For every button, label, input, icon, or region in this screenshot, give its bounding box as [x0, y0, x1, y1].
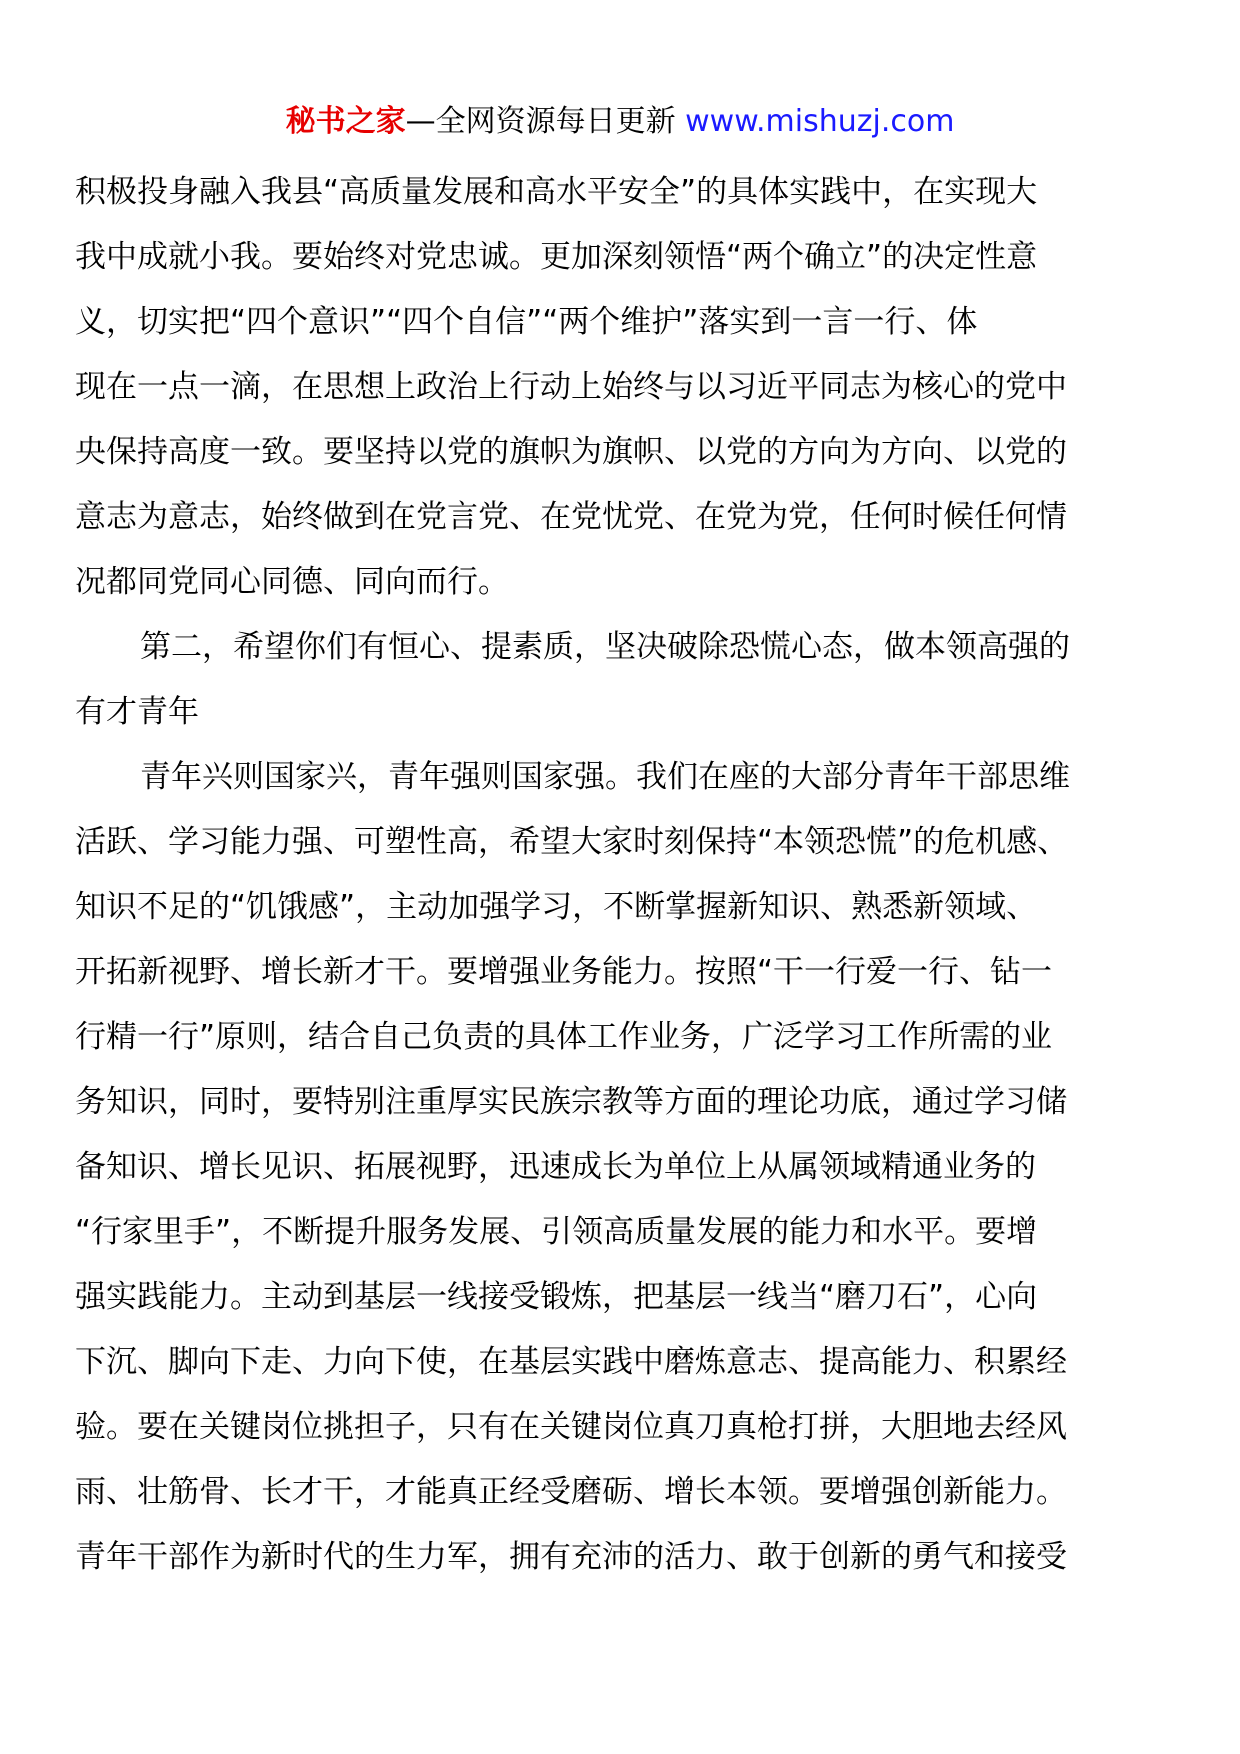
section-heading-line: 第二，希望你们有恒心、提素质，坚决破除恐慌心态，做本领高强的	[140, 629, 1070, 665]
brand-name: 秘书之家	[285, 104, 406, 139]
text-line: 行精一行”原则，结合自己负责的具体工作业务，广泛学习工作所需的业	[75, 1019, 1053, 1055]
text-line: 况都同党同心同德、同向而行。	[75, 564, 509, 600]
header-slogan: —全网资源每日更新	[405, 104, 676, 139]
document-body	[75, 160, 1170, 1590]
text-line: 央保持高度一致。要坚持以党的旗帜为旗帜、以党的方向为方向、以党的	[75, 434, 1067, 470]
text-line: 义，切实把“四个意识”“四个自信”“两个维护”落实到一言一行、体	[75, 304, 978, 340]
text-line: 下沉、脚向下走、力向下使，在基层实践中磨炼意志、提高能力、积累经	[75, 1344, 1067, 1380]
text-line: 备知识、增长见识、拓展视野，迅速成长为单位上从属领域精通业务的	[75, 1149, 1036, 1185]
website-link[interactable]: www.mishuzj.com	[685, 104, 955, 139]
text-line: 开拓新视野、增长新才干。要增强业务能力。按照“干一行爱一行、钻一	[75, 954, 1053, 990]
text-line: 青年兴则国家兴，青年强则国家强。我们在座的大部分青年干部思维	[140, 759, 1070, 795]
text-line: 青年干部作为新时代的生力军，拥有充沛的活力、敢于创新的勇气和接受	[75, 1539, 1067, 1575]
text-line: 知识不足的“饥饿感”，主动加强学习，不断掌握新知识、熟悉新领域、	[75, 889, 1038, 925]
text-line: 现在一点一滴，在思想上政治上行动上始终与以习近平同志为核心的党中	[75, 369, 1067, 405]
text-line: 强实践能力。主动到基层一线接受锻炼，把基层一线当“磨刀石”，心向	[75, 1279, 1038, 1315]
text-line: 验。要在关键岗位挑担子，只有在关键岗位真刀真枪打拼，大胆地去经风	[75, 1409, 1067, 1445]
text-line: 雨、壮筋骨、长才干，才能真正经受磨砺、增长本领。要增强创新能力。	[75, 1474, 1067, 1510]
text-line: 意志为意志，始终做到在党言党、在党忧党、在党为党，任何时候任何情	[75, 499, 1067, 535]
text-line: 积极投身融入我县“高质量发展和高水平安全”的具体实践中，在实现大	[75, 174, 1038, 210]
page-header	[0, 100, 1240, 144]
text-line: 活跃、学习能力强、可塑性高，希望大家时刻保持“本领恐慌”的危机感、	[75, 824, 1069, 860]
text-line: 务知识，同时，要特别注重厚实民族宗教等方面的理论功底，通过学习储	[75, 1084, 1067, 1120]
text-line: 我中成就小我。要始终对党忠诚。更加深刻领悟“两个确立”的决定性意	[75, 239, 1038, 275]
text-line: “行家里手”，不断提升服务发展、引领高质量发展的能力和水平。要增	[75, 1214, 1038, 1250]
section-heading-line: 有才青年	[75, 694, 199, 730]
